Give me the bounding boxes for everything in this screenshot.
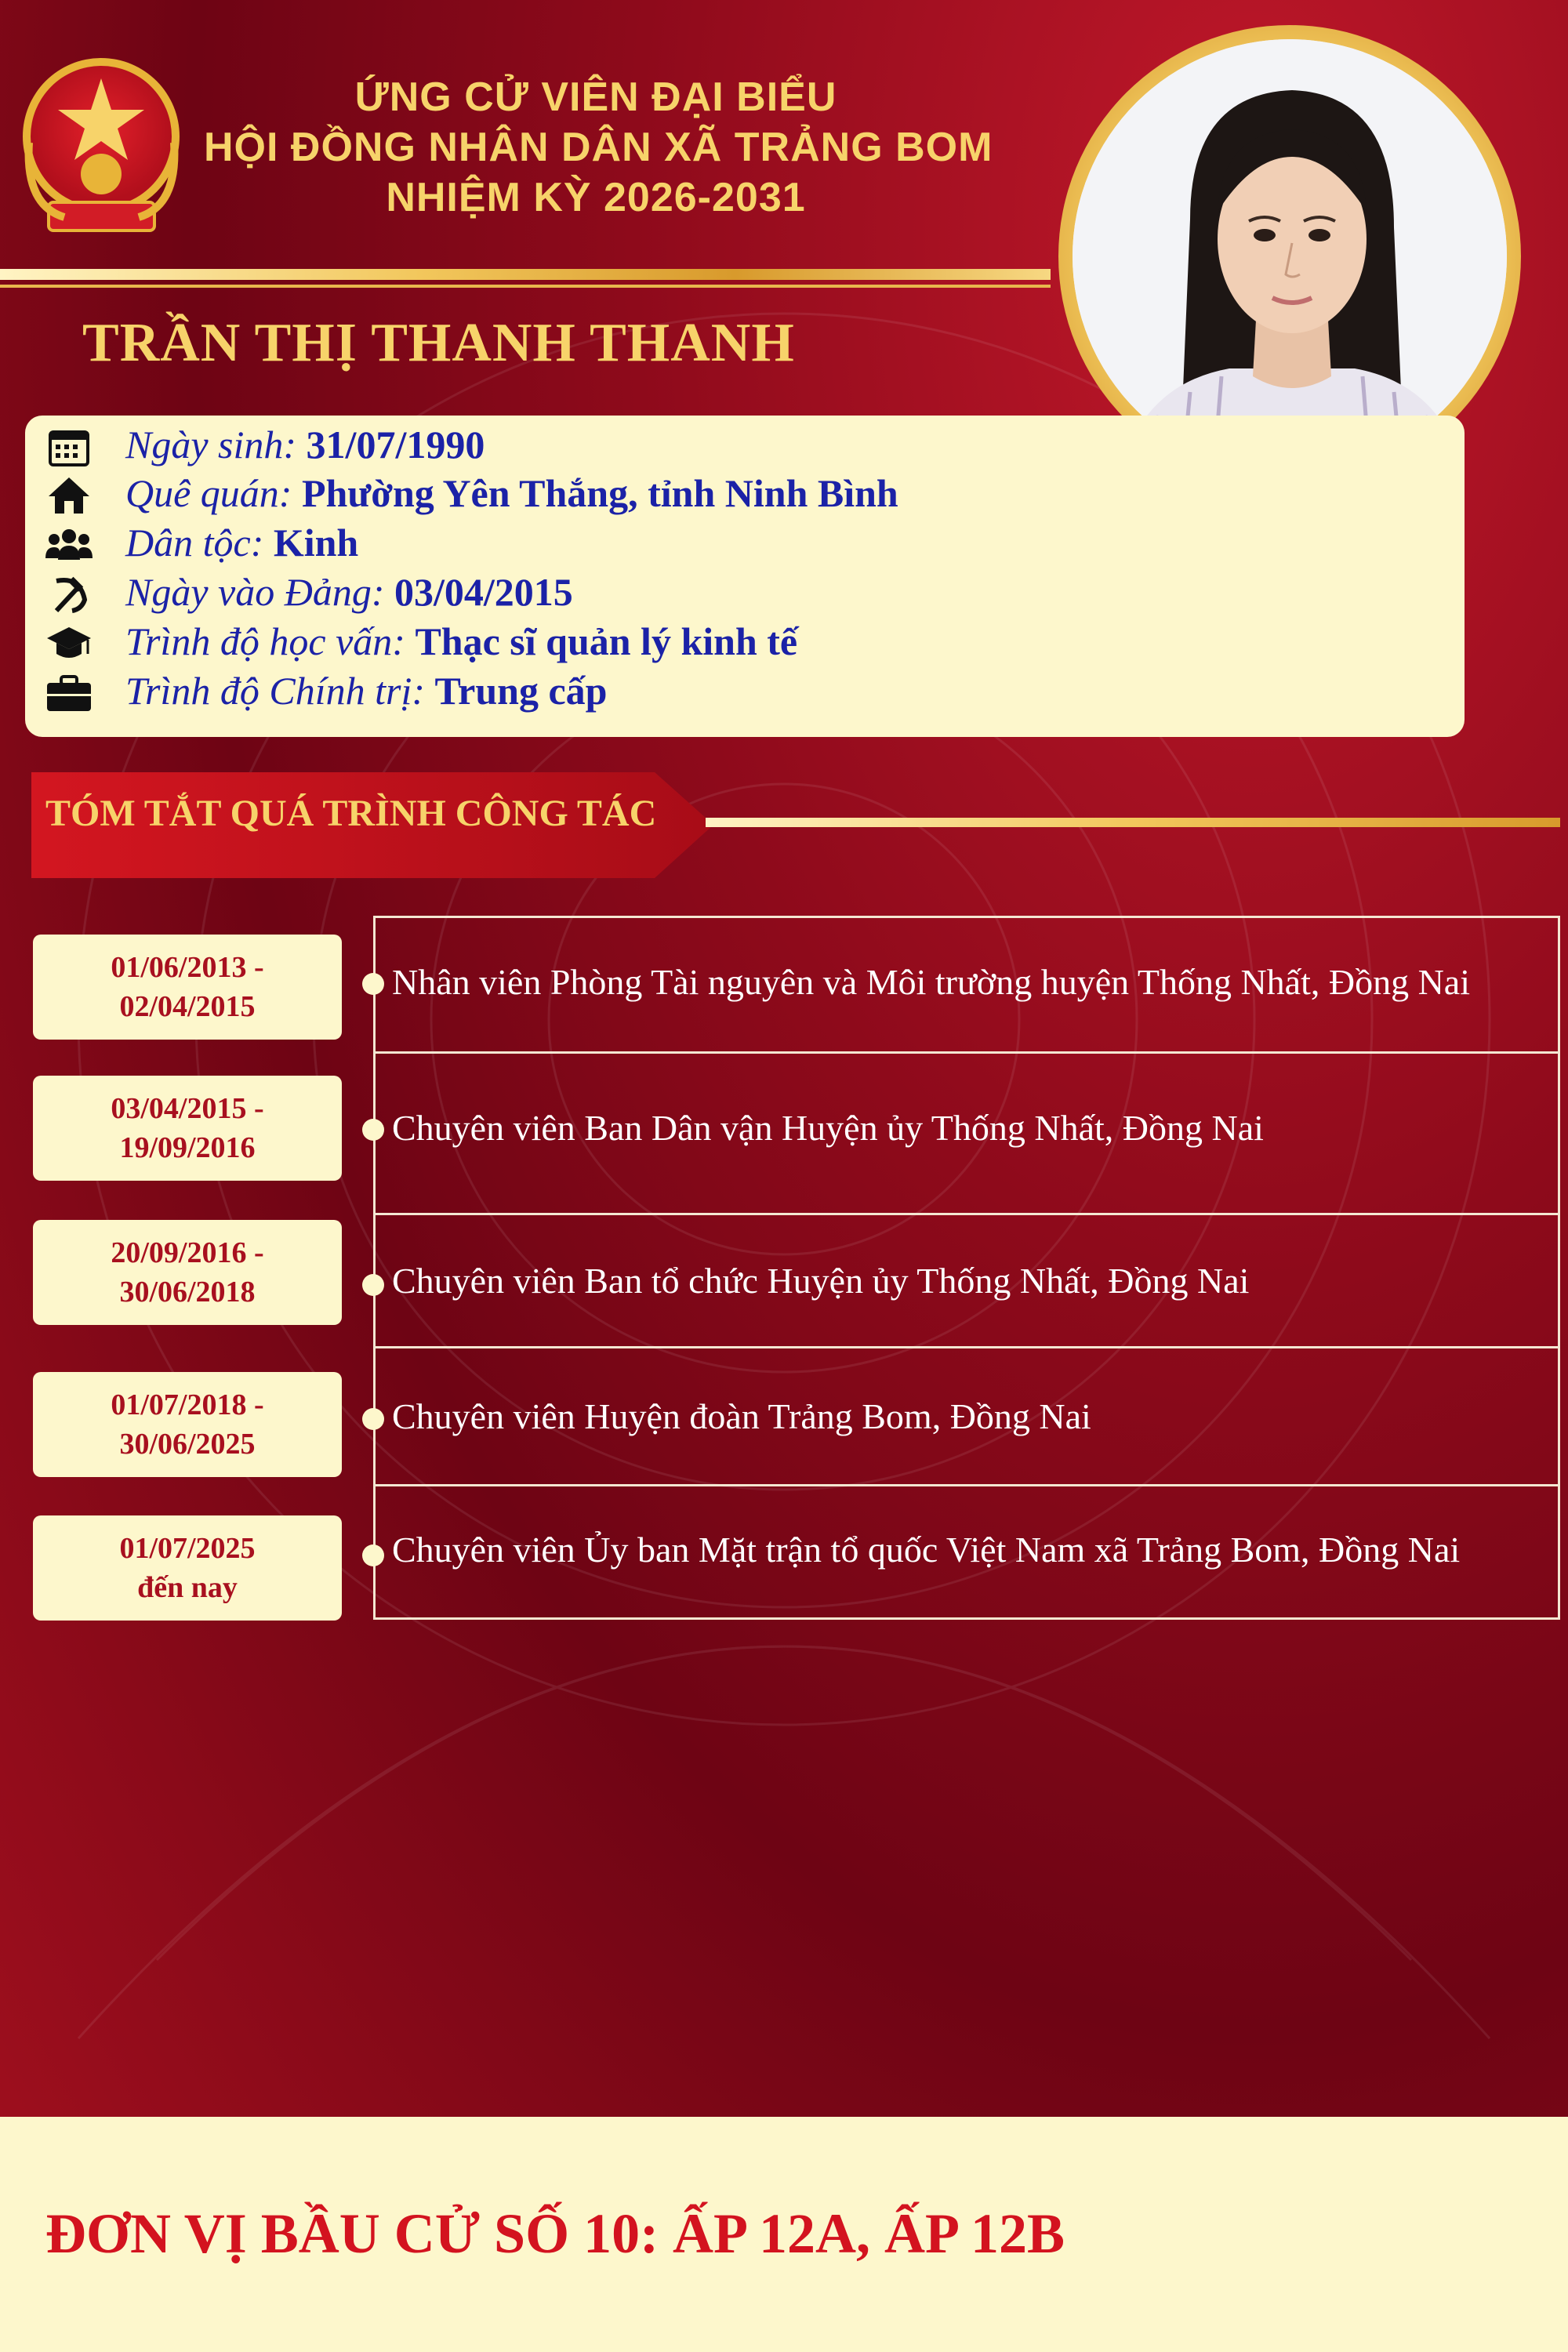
timeline-date-to: 30/06/2018 (119, 1276, 256, 1308)
timeline-date-to: 02/04/2015 (119, 990, 256, 1023)
portrait-illustration (1073, 39, 1507, 474)
timeline-separator (373, 1213, 1560, 1215)
graduation-cap-icon (45, 622, 93, 665)
timeline-date-card (33, 1220, 342, 1325)
info-line-birthdate (125, 422, 485, 467)
info-value-ethnicity: Kinh (273, 521, 359, 564)
info-label-political: Trình độ Chính trị: (125, 669, 426, 713)
info-line-hometown (125, 470, 898, 516)
info-value-education: Thạc sĩ quản lý kinh tế (415, 619, 798, 663)
hammer-sickle-icon (45, 573, 93, 615)
timeline-job: Nhân viên Phòng Tài nguyên và Môi trường huyện Thống Nhất, Đồng Nai (392, 962, 1470, 1002)
header-divider (0, 269, 1051, 280)
info-value-birthdate: 31/07/1990 (306, 423, 485, 466)
timeline-date-card (33, 935, 342, 1040)
timeline-separator (373, 1051, 1560, 1054)
timeline-date-to: 30/06/2025 (119, 1428, 256, 1461)
candidate-portrait (1073, 39, 1507, 474)
header-line-1: ỨNG CỬ VIÊN ĐẠI BIỂU (354, 74, 837, 120)
info-value-hometown: Phường Yên Thắng, tỉnh Ninh Bình (301, 471, 898, 515)
people-icon (45, 524, 93, 566)
timeline-job: Chuyên viên Huyện đoàn Trảng Bom, Đồng Nai (392, 1396, 1091, 1436)
candidate-name: TRẦN THỊ THANH THANH (82, 313, 795, 373)
timeline-job: Chuyên viên Ban tổ chức Huyện ủy Thống Nhất, Đồng Nai (392, 1261, 1250, 1301)
info-label-ethnicity: Dân tộc: (125, 521, 264, 564)
timeline-date-from: 20/09/2016 - (111, 1236, 264, 1269)
section-title: TÓM TẮT QUÁ TRÌNH CÔNG TÁC (45, 793, 657, 834)
timeline-separator (373, 1484, 1560, 1486)
timeline-bullet (362, 973, 384, 995)
timeline-job: Chuyên viên Ủy ban Mặt trận tổ quốc Việt Nam xã Trảng Bom, Đồng Nai (392, 1530, 1461, 1570)
info-line-political (125, 668, 607, 713)
timeline-job: Chuyên viên Ban Dân vận Huyện ủy Thống Nhất, Đồng Nai (392, 1108, 1264, 1148)
info-label-birthdate: Ngày sinh: (125, 423, 297, 466)
timeline-date-card (33, 1515, 342, 1621)
header-divider-thin (0, 285, 1051, 288)
timeline-bullet (362, 1119, 384, 1141)
timeline-date-card (33, 1076, 342, 1181)
header-line-2: HỘI ĐỒNG NHÂN DÂN XÃ TRẢNG BOM (204, 125, 993, 170)
info-value-political: Trung cấp (434, 669, 608, 713)
info-line-education (125, 619, 797, 664)
timeline-date-from: 01/07/2018 - (111, 1388, 264, 1421)
info-label-hometown: Quê quán: (125, 471, 292, 515)
timeline-bullet (362, 1274, 384, 1296)
info-line-party-date (125, 569, 573, 615)
timeline-bullet (362, 1408, 384, 1430)
timeline-date-from: 01/07/2025 (119, 1532, 256, 1565)
calendar-icon (45, 426, 93, 468)
timeline-date-card (33, 1372, 342, 1477)
electoral-unit: ĐƠN VỊ BẦU CỬ SỐ 10: ẤP 12A, ẤP 12B (45, 2202, 1065, 2265)
briefcase-icon (45, 672, 93, 714)
national-emblem-icon (17, 49, 186, 241)
header-title (204, 72, 993, 223)
timeline-bullet (362, 1544, 384, 1566)
timeline-date-from: 01/06/2013 - (111, 951, 264, 984)
section-divider (706, 818, 1560, 827)
info-line-ethnicity (125, 520, 358, 565)
info-label-party-date: Ngày vào Đảng: (125, 570, 385, 614)
timeline-separator (373, 1346, 1560, 1348)
home-icon (45, 474, 93, 517)
timeline-date-to: 19/09/2016 (119, 1131, 256, 1164)
header-line-3: NHIỆM KỲ 2026-2031 (386, 175, 806, 220)
timeline-date-from: 03/04/2015 - (111, 1092, 264, 1125)
info-label-education: Trình độ học vấn: (125, 619, 405, 663)
timeline-date-to: đến nay (137, 1571, 238, 1604)
info-value-party-date: 03/04/2015 (394, 570, 573, 614)
